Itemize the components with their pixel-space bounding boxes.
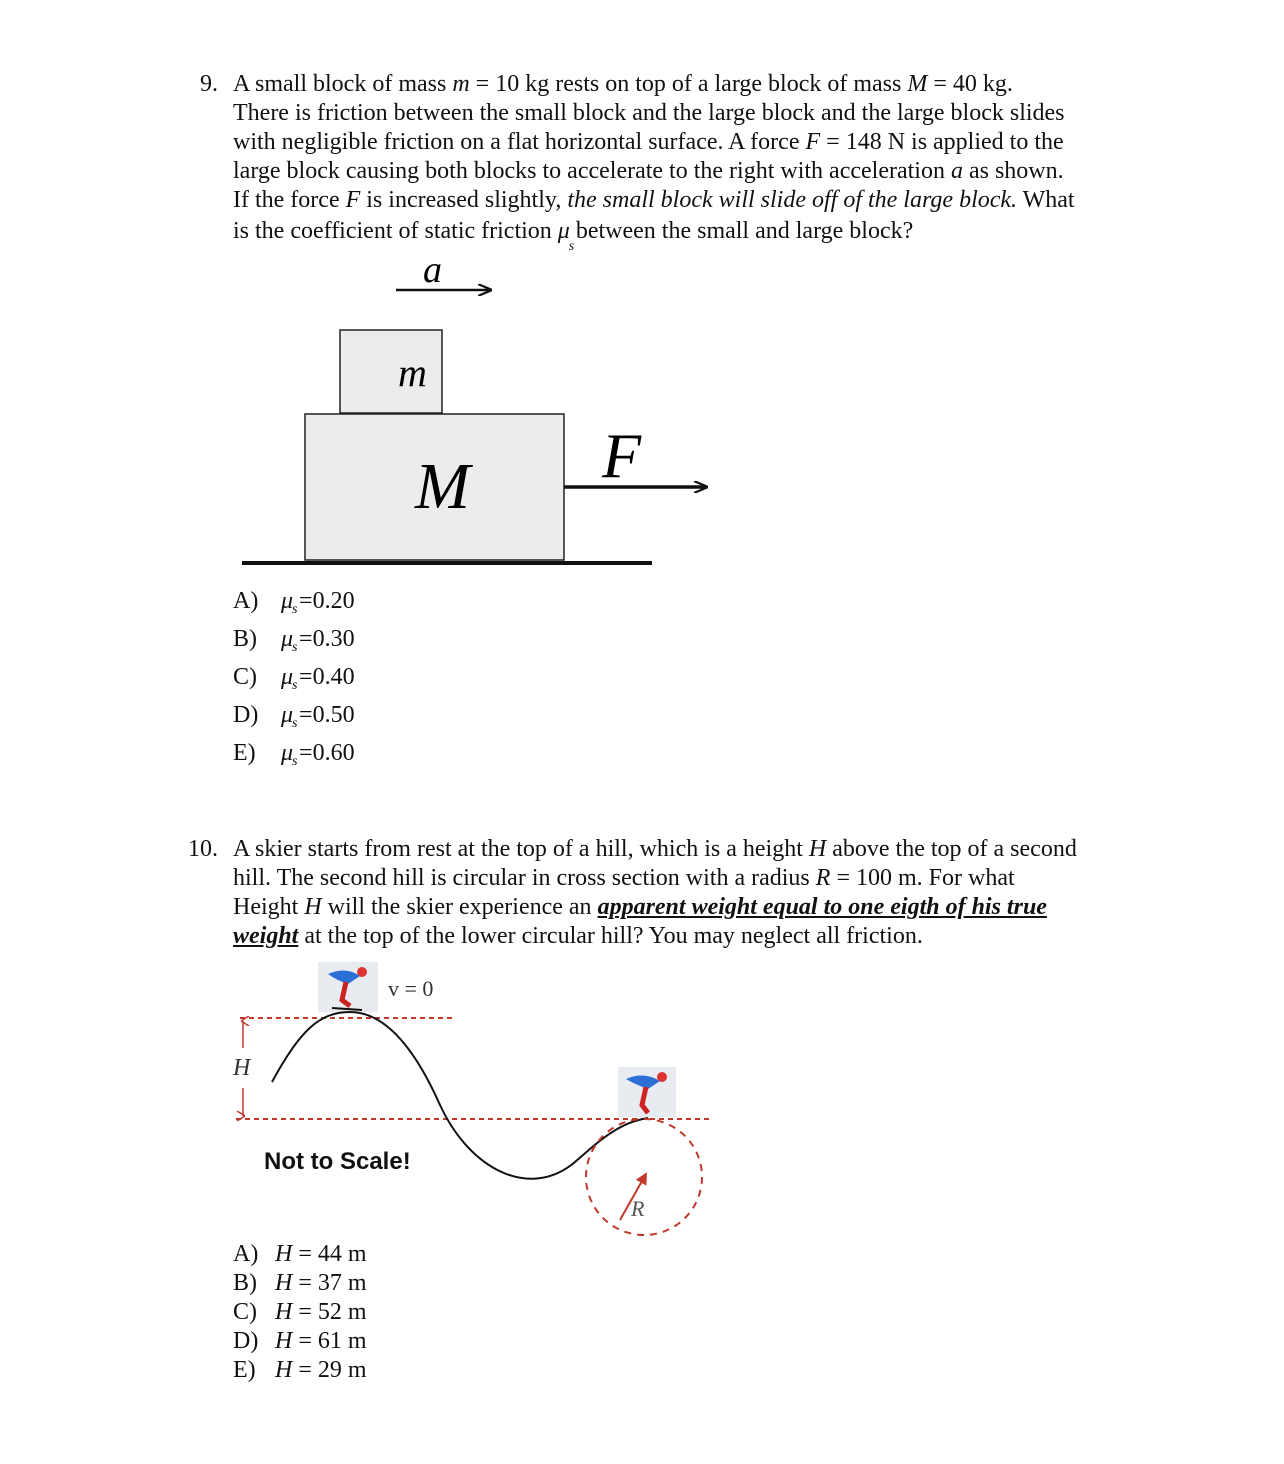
- choice-b[interactable]: B) H = 37 m: [233, 1270, 367, 1296]
- choice-b[interactable]: B) μ s =0.30: [233, 626, 355, 655]
- choice-c[interactable]: C) μ s =0.40: [233, 664, 355, 693]
- choice-d[interactable]: D) μ s =0.50: [233, 702, 355, 731]
- block-diagram: [0, 0, 1284, 600]
- choice-a[interactable]: A) μ s =0.20: [233, 588, 355, 617]
- choice-e[interactable]: E) μ s =0.60: [233, 740, 355, 769]
- large-block-label: M: [415, 450, 470, 523]
- acceleration-label: a: [423, 249, 442, 291]
- q9-line-5: If the force F is increased slightly, the small block will slide off of the large block. What: [233, 187, 1075, 213]
- q9-line-4: large block causing both blocks to accelerate to the right with acceleration a as shown.: [233, 158, 1064, 184]
- choice-e[interactable]: E) H = 29 m: [233, 1357, 367, 1383]
- skier-bottom-icon: [618, 1067, 676, 1117]
- small-block-label: m: [398, 350, 427, 395]
- force-label: F: [602, 420, 642, 491]
- mu-symbol: μ s: [557, 218, 575, 254]
- velocity-label: v = 0: [388, 976, 434, 1001]
- question-number: 10.: [188, 836, 218, 862]
- q9-line-3: with negligible friction on a flat horizontal surface. A force F = 148 N is applied to the: [233, 129, 1064, 155]
- skier-top-icon: [318, 962, 378, 1012]
- q9-line-2: There is friction between the small block and the large block and the large block slides: [233, 100, 1065, 126]
- radius-label: R: [631, 1196, 645, 1221]
- q10-line-4: weight at the top of the lower circular hill? You may neglect all friction.: [233, 923, 923, 949]
- q9-line-1: A small block of mass m = 10 kg rests on top of a large block of mass M = 40 kg.: [233, 71, 1013, 97]
- h-label: H: [233, 1055, 251, 1081]
- choice-a[interactable]: A) H = 44 m: [233, 1241, 367, 1267]
- hill-diagram: [0, 940, 1284, 1240]
- choice-d[interactable]: D) H = 61 m: [233, 1328, 367, 1354]
- q9-line-6: is the coefficient of static friction μ s between the small and large block?: [233, 218, 914, 254]
- q10-line-2: hill. The second hill is circular in cross section with a radius R = 100 m. For what: [233, 865, 1015, 891]
- q10-line-3: Height H will the skier experience an apparent weight equal to one eigth of his true: [233, 894, 1047, 920]
- q10-line-1: A skier starts from rest at the top of a hill, which is a height H above the top of a second: [233, 836, 1077, 862]
- not-to-scale-note: Not to Scale!: [264, 1148, 411, 1175]
- question-number: 9.: [200, 71, 218, 97]
- choice-c[interactable]: C) H = 52 m: [233, 1299, 367, 1325]
